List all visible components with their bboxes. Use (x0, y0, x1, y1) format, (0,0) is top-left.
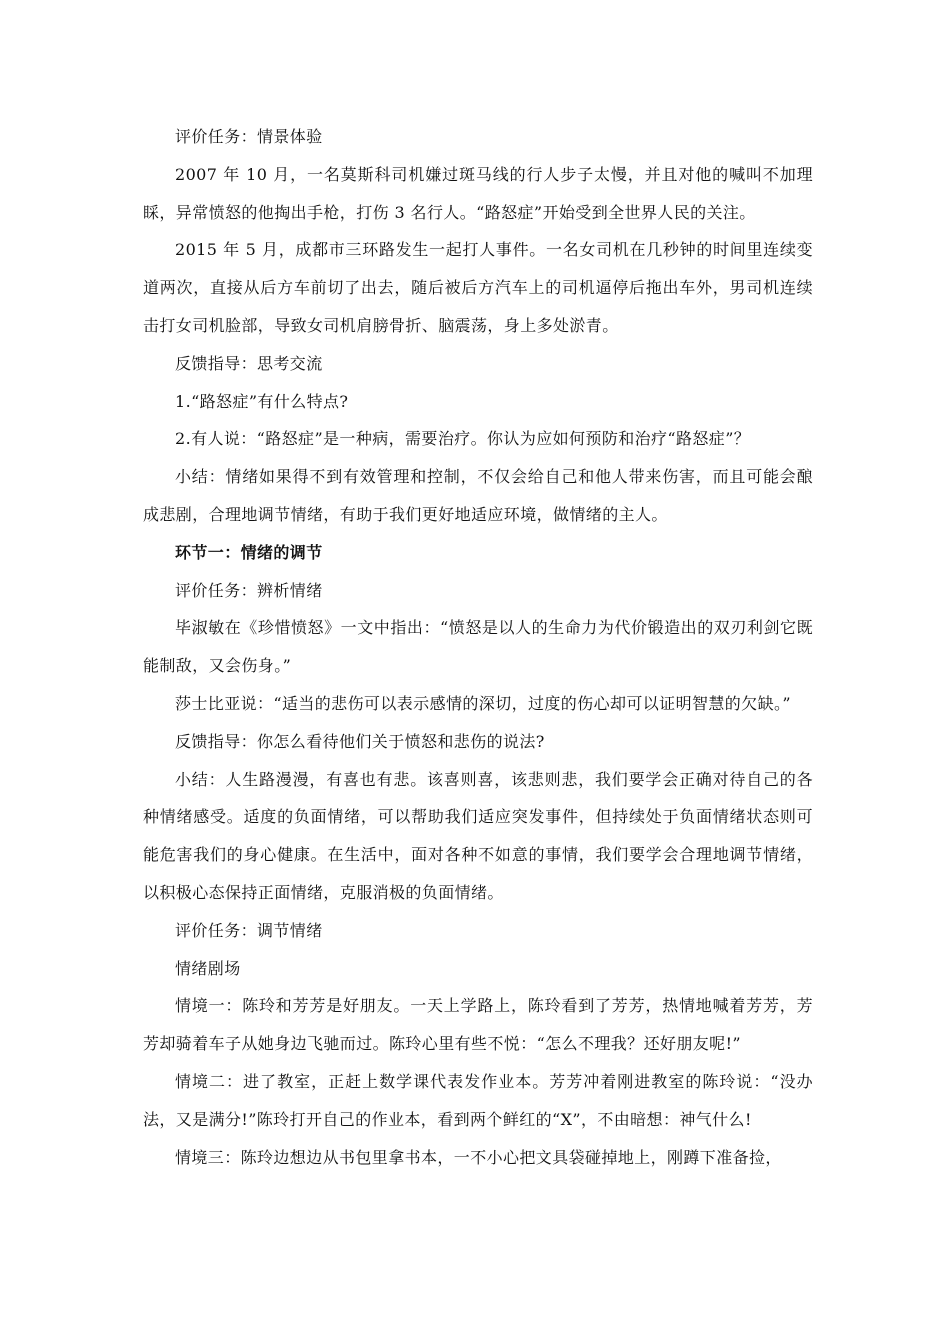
paragraph-quote-shakespeare: 莎士比亚说：“适当的悲伤可以表示感情的深切，过度的伤心却可以证明智慧的欠缺。” (175, 693, 791, 713)
paragraph-task-analyze: 评价任务：辨析情绪 (175, 580, 323, 600)
paragraph-feedback-question: 反馈指导：你怎么看待他们关于愤怒和悲伤的说法? (175, 731, 545, 751)
paragraph-moscow-case: 2007 年 10 月，一名莫斯科司机嫌过斑马线的行人步子太慢，并且对他的喊叫不加理睬，异常愤怒的他掏出手枪，打伤 3 名行人。“路怒症”开始受到全世界人民的关注。 (143, 164, 813, 222)
paragraph-emotion-theater: 情绪剧场 (175, 958, 241, 978)
paragraph-question-2: 2.有人说：“路怒症”是一种病，需要治疗。你认为应如何预防和治疗“路怒症”？ (175, 429, 751, 449)
paragraph-situation-1: 情境一：陈玲和芳芳是好朋友。一天上学路上，陈玲看到了芳芳，热情地喊着芳芳，芳芳却骑着车子从她身边飞驰而过。陈玲心里有些不悦：“怎么不理我？还好朋友呢!” (143, 996, 813, 1054)
paragraph-task-regulate: 评价任务：调节情绪 (175, 920, 323, 940)
paragraph-quote-bishumin: 毕淑敏在《珍惜愤怒》一文中指出：“愤怒是以人的生命力为代价锻造出的双刃利剑它既能制敌，又会伤身。” (143, 618, 813, 676)
document-page (143, 118, 813, 1176)
section-heading-emotion-regulation: 环节一：情绪的调节 (175, 542, 323, 562)
paragraph-feedback-discuss: 反馈指导：思考交流 (175, 353, 323, 373)
paragraph-task-scenario: 评价任务：情景体验 (175, 127, 323, 146)
paragraph-chengdu-case: 2015 年 5 月，成都市三环路发生一起打人事件。一名女司机在几秒钟的时间里连续变道两次，直接从后方车前切了出去，随后被后方汽车上的司机逼停后拖出车外，男司机连续击打女司机脸部，导致女司机肩膀骨折、脑震荡，身上多处淤青。 (143, 240, 813, 335)
paragraph-summary-2: 小结：人生路漫漫，有喜也有悲。该喜则喜，该悲则悲，我们要学会正确对待自己的各种情绪感受。适度的负面情绪，可以帮助我们适应突发事件，但持续处于负面情绪状态则可能危害我们的身心健康。在生活中，面对各种不如意的事情，我们要学会合理地调节情绪，以积极心态保持正面情绪，克服消极的负面情绪。 (143, 769, 813, 902)
paragraph-question-1: 1.“路怒症”有什么特点? (175, 391, 349, 411)
paragraph-summary-1: 小结：情绪如果得不到有效管理和控制，不仅会给自己和他人带来伤害，而且可能会酿成悲剧，合理地调节情绪，有助于我们更好地适应环境，做情绪的主人。 (143, 467, 813, 524)
paragraph-situation-2: 情境二：进了教室，正赶上数学课代表发作业本。芳芳冲着刚进教室的陈玲说：“没办法，又是满分!”陈玲打开自己的作业本，看到两个鲜红的“X”，不由暗想：神气什么! (143, 1071, 813, 1129)
paragraph-situation-3: 情境三：陈玲边想边从书包里拿书本，一不小心把文具袋碰掉地上，刚蹲下准备捡， (175, 1147, 782, 1167)
